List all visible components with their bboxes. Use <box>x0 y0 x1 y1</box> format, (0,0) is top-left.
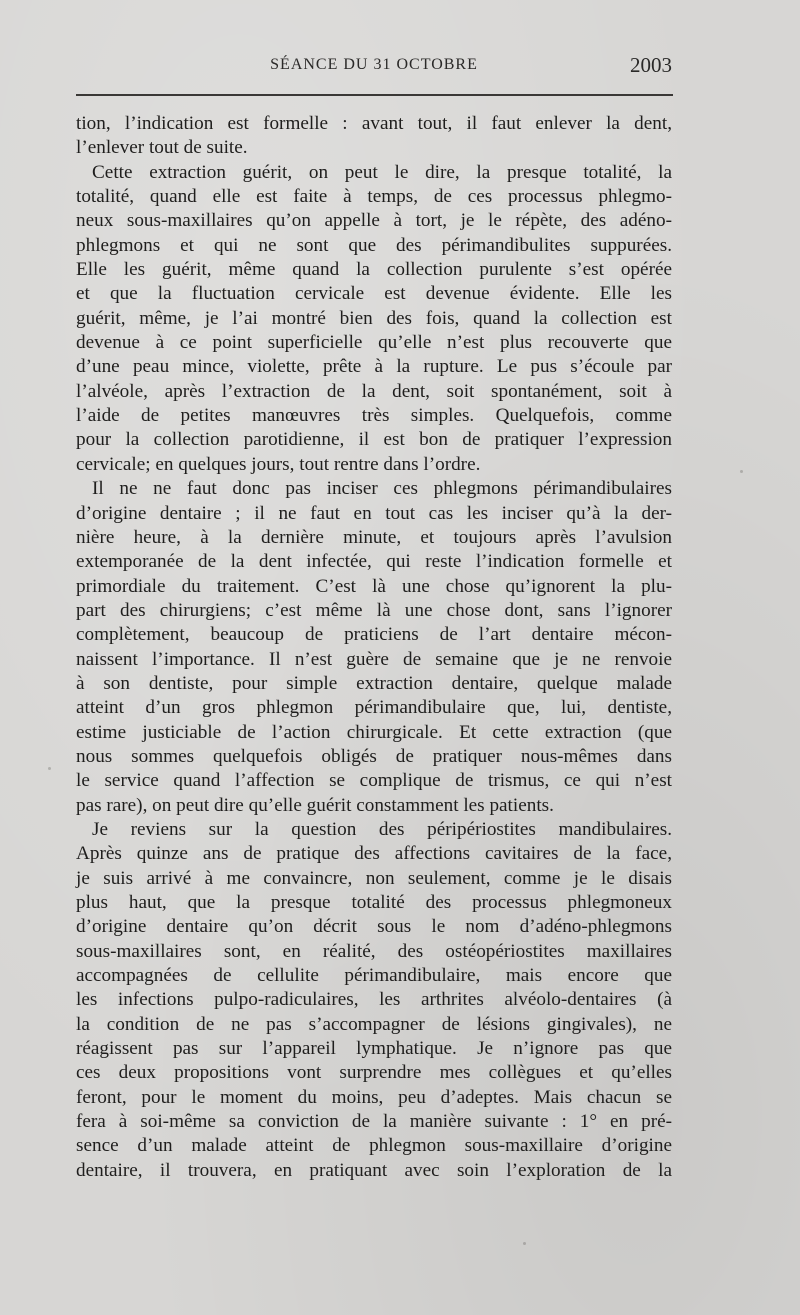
text-line: fera à soi-même sa conviction de la manière suivante : 1° en pré- <box>76 1111 672 1133</box>
body-text <box>76 112 672 1183</box>
text-line: phlegmons et qui ne sont que des périmandibulites suppurées. <box>76 234 672 256</box>
text-line: je suis arrivé à me convaincre, non seulement, comme je le disais <box>76 867 672 889</box>
text-line: atteint d’un gros phlegmon périmandibulaire que, lui, dentiste, <box>76 697 672 719</box>
text-line: à son dentiste, pour simple extraction dentaire, quelque malade <box>76 672 672 694</box>
header-rule <box>76 94 673 96</box>
text-line: neux sous-maxillaires qu’on appelle à tort, je le répète, des adéno- <box>76 210 672 232</box>
text-line: Après quinze ans de pratique des affections cavitaires de la face, <box>76 843 672 865</box>
text-line: part des chirurgiens; c’est même là une chose dont, sans l’ignorer <box>76 599 672 621</box>
running-head <box>76 53 672 80</box>
text-line: sous-maxillaires sont, en réalité, des ostéopériostites maxillaires <box>76 940 672 962</box>
text-line: accompagnées de cellulite périmandibulaire, mais encore que <box>76 965 672 987</box>
text-line: d’une peau mince, violette, prête à la rupture. Le pus s’écoule par <box>76 356 672 378</box>
text-line: l’alvéole, après l’extraction de la dent, soit spontanément, soit à <box>76 380 672 402</box>
text-line: d’origine dentaire qu’on décrit sous le nom d’adéno-phlegmons <box>76 916 672 938</box>
page-number: 2003 <box>630 53 672 77</box>
text-line: sence d’un malade atteint de phlegmon sous-maxillaire d’origine <box>76 1135 672 1157</box>
text-line: plus haut, que la presque totalité des processus phlegmoneux <box>76 892 672 913</box>
text-line: complètement, beaucoup de praticiens de l’art dentaire mécon- <box>76 624 672 646</box>
text-line: tion, l’indication est formelle : avant tout, il faut enlever la dent, <box>76 113 672 134</box>
text-line: primordiale du traitement. C’est là une chose qu’ignorent la plu- <box>76 575 672 597</box>
paper-speck <box>740 470 743 473</box>
text-line: le service quand l’affection se complique de trismus, ce qui n’est <box>76 770 672 792</box>
text-line: dentaire, il trouvera, en pratiquant avec soin l’exploration de la <box>76 1159 672 1181</box>
text-line: réagissent pas sur l’appareil lymphatique. Je n’ignore pas que <box>76 1038 672 1060</box>
text-line: cervicale; en quelques jours, tout rentre dans l’ordre. <box>76 453 481 475</box>
text-line: devenue à ce point superficielle qu’elle n’est plus recouverte que <box>76 332 672 354</box>
text-line: Cette extraction guérit, on peut le dire, la presque totalité, la <box>92 161 672 183</box>
text-line: l’enlever tout de suite. <box>76 137 248 159</box>
text-line: nière heure, à la dernière minute, et toujours après l’avulsion <box>76 526 672 548</box>
text-line: la condition de ne pas s’accompagner de lésions gingivales), ne <box>76 1013 672 1035</box>
text-line: les infections pulpo-radiculaires, les arthrites alvéolo-dentaires (à <box>76 989 672 1011</box>
text-line: totalité, quand elle est faite à temps, de ces processus phlegmo- <box>76 186 672 208</box>
text-line: pas rare), on peut dire qu’elle guérit constamment les patients. <box>76 794 554 816</box>
text-line: Elle les guérit, même quand la collection purulente s’est opérée <box>76 259 672 281</box>
text-line: ces deux propositions vont surprendre mes collègues et qu’elles <box>76 1062 672 1084</box>
text-line: guérit, même, je l’ai montré bien des fois, quand la collection est <box>76 307 672 329</box>
paper-speck <box>48 767 51 770</box>
text-line: nous sommes quelquefois obligés de pratiquer nous-mêmes dans <box>76 745 672 767</box>
text-line: pour la collection parotidienne, il est bon de pratiquer l’expression <box>76 429 672 451</box>
text-line: d’origine dentaire ; il ne faut en tout cas les inciser qu’à la der- <box>76 502 672 524</box>
text-line: l’aide de petites manœuvres très simples. Quelquefois, comme <box>76 405 672 427</box>
running-title: SÉANCE DU 31 OCTOBRE <box>270 56 478 73</box>
text-line: et que la fluctuation cervicale est devenue évidente. Elle les <box>76 283 672 305</box>
text-line: estime justiciable de l’action chirurgicale. Et cette extraction (que <box>76 721 672 743</box>
text-line: Il ne ne faut donc pas inciser ces phlegmons périmandibulaires <box>92 478 672 500</box>
text-line: Je reviens sur la question des péripériostites mandibulaires. <box>92 818 672 840</box>
text-line: feront, pour le moment du moins, peu d’adeptes. Mais chacun se <box>76 1086 672 1108</box>
text-line: extemporanée de la dent infectée, qui reste l’indication formelle et <box>76 551 672 573</box>
paper-speck <box>523 1242 526 1245</box>
text-line: naissent l’importance. Il n’est guère de semaine que je ne renvoie <box>76 648 672 670</box>
